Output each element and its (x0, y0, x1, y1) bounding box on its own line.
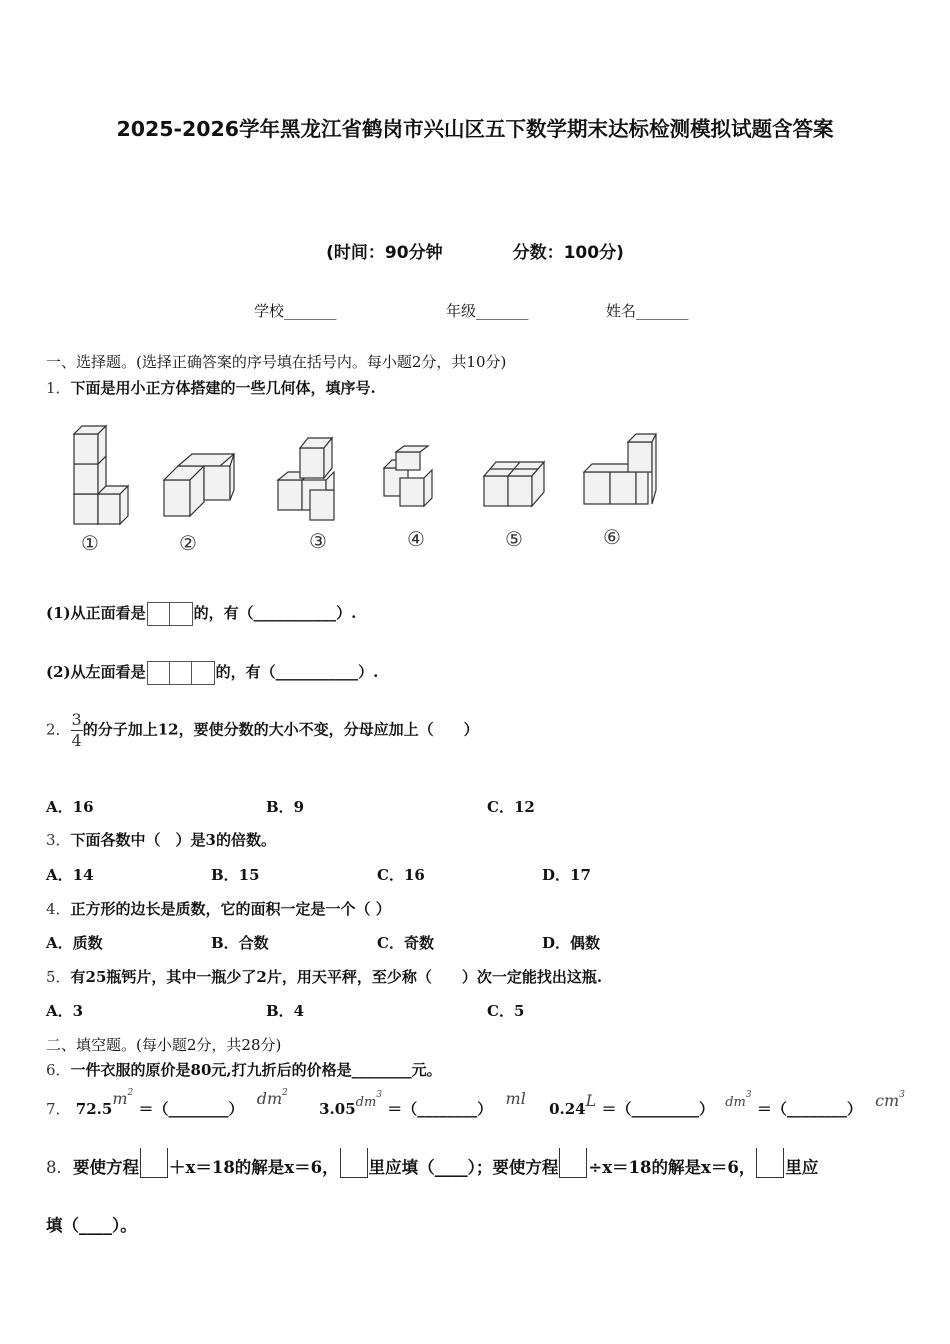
q2-option-a[interactable]: A．16 (46, 798, 94, 816)
cube-figure-5 (484, 462, 544, 506)
section-heading-choice: 一、选择题。(选择正确答案的序号填在括号内。每小题2分，共10分) (46, 353, 507, 371)
name-field[interactable]: 姓名_______ (606, 302, 689, 320)
cube-figure-4 (384, 446, 432, 506)
empty-box-icon (559, 1148, 587, 1178)
cube-figure-1 (74, 426, 128, 524)
question-number: 1． (46, 379, 71, 397)
exam-meta (0, 238, 950, 263)
question-2: 2． $\frac{3}{4}$ 的分子加上12，要使分数的大小不变，分母应加上（ ） (46, 710, 479, 750)
question-1 (46, 377, 376, 398)
empty-box-icon (340, 1148, 368, 1178)
answer-blank-6[interactable]: 一件衣服的原价是80元,打九折后的价格是________元。 (70, 1061, 442, 1079)
answer-blank-1-1[interactable]: 的，有（___________）. (193, 604, 357, 622)
q5-option-b[interactable]: B．4 (266, 1002, 305, 1020)
cube-figures (44, 410, 684, 560)
answer-blank-7a[interactable]: ＝（________） (138, 1100, 244, 1118)
answer-blank-1-2[interactable]: 的，有（___________）. (215, 663, 379, 681)
question-1-part-2: (2)从左面看是 的，有（___________）. (46, 661, 378, 685)
front-view-two-squares-icon (147, 602, 193, 626)
answer-blank-7d[interactable]: ＝（________） (756, 1100, 862, 1118)
grade-field[interactable]: 年级_______ (446, 302, 529, 320)
figure-label-5: ⑤ (505, 527, 523, 551)
question-8: 8．要使方程 ＋x＝18的解是x＝6， 里应填（____）；要使方程 ÷x＝18的解是x＝6， 里应 (46, 1148, 818, 1178)
answer-blank-8a[interactable]: 里应填（____）；要使方程 (368, 1158, 559, 1177)
school-field[interactable]: 学校_______ (254, 302, 337, 320)
q2-option-c[interactable]: C．12 (487, 798, 535, 816)
answer-blank-7b[interactable]: ＝（________） (387, 1100, 493, 1118)
q2-option-b[interactable]: B．9 (266, 798, 305, 816)
question-3: 3．下面各数中（ ）是3的倍数。 (46, 831, 276, 849)
exam-time: (时间：90分钟 (326, 243, 443, 263)
q4-option-a[interactable]: A．质数 (46, 934, 103, 952)
empty-box-icon (140, 1148, 168, 1178)
question-8-continued[interactable]: 填（____）。 (46, 1216, 137, 1235)
cube-figure-3 (278, 438, 334, 520)
question-text: 下面是用小正方体搭建的一些几何体，填序号. (70, 379, 376, 397)
figure-label-3: ③ (309, 529, 327, 553)
cube-figure-6 (584, 434, 656, 504)
question-6: 6．一件衣服的原价是80元,打九折后的价格是________元。 (46, 1061, 442, 1079)
exam-score: 分数：100分) (512, 243, 624, 263)
question-7: 7． $72.5m^2$ ＝（________） $dm^2$ $3.05dm^3$ ＝（________） ml 0.24L ＝（_________） $dm^3$ ＝（________） $cm^3$ (46, 1088, 905, 1118)
figure-label-2: ② (179, 531, 197, 555)
q5-option-a[interactable]: A．3 (46, 1002, 84, 1020)
section-heading-fill: 二、填空题。(每小题2分，共28分) (46, 1036, 282, 1054)
left-view-three-squares-icon (147, 661, 215, 685)
q3-option-c[interactable]: C．16 (377, 866, 425, 884)
cube-figure-2 (164, 454, 234, 516)
empty-box-icon (756, 1148, 784, 1178)
figure-label-4: ④ (407, 527, 425, 551)
answer-blank-7c[interactable]: ＝（_________） (601, 1100, 714, 1118)
q3-option-d[interactable]: D．17 (542, 866, 591, 884)
figure-label-6: ⑥ (603, 525, 621, 549)
q3-option-b[interactable]: B．15 (211, 866, 260, 884)
q5-option-c[interactable]: C．5 (487, 1002, 525, 1020)
q4-option-c[interactable]: C．奇数 (377, 934, 434, 952)
q3-option-a[interactable]: A．14 (46, 866, 94, 884)
question-1-part-1: (1)从正面看是 的，有（___________）. (46, 602, 356, 626)
question-5: 5．有25瓶钙片，其中一瓶少了2片，用天平秤，至少称（ ）次一定能找出这瓶. (46, 968, 603, 986)
q4-option-d[interactable]: D．偶数 (542, 934, 601, 952)
question-4: 4．正方形的边长是质数，它的面积一定是一个（ ） (46, 900, 391, 918)
q4-option-b[interactable]: B．合数 (211, 934, 269, 952)
fraction-three-quarters: $\frac{3}{4}$ (71, 710, 82, 750)
figure-label-1: ① (81, 531, 99, 555)
page-title: 2025-2026学年黑龙江省鹤岗市兴山区五下数学期末达标检测模拟试题含答案 (116, 117, 834, 141)
